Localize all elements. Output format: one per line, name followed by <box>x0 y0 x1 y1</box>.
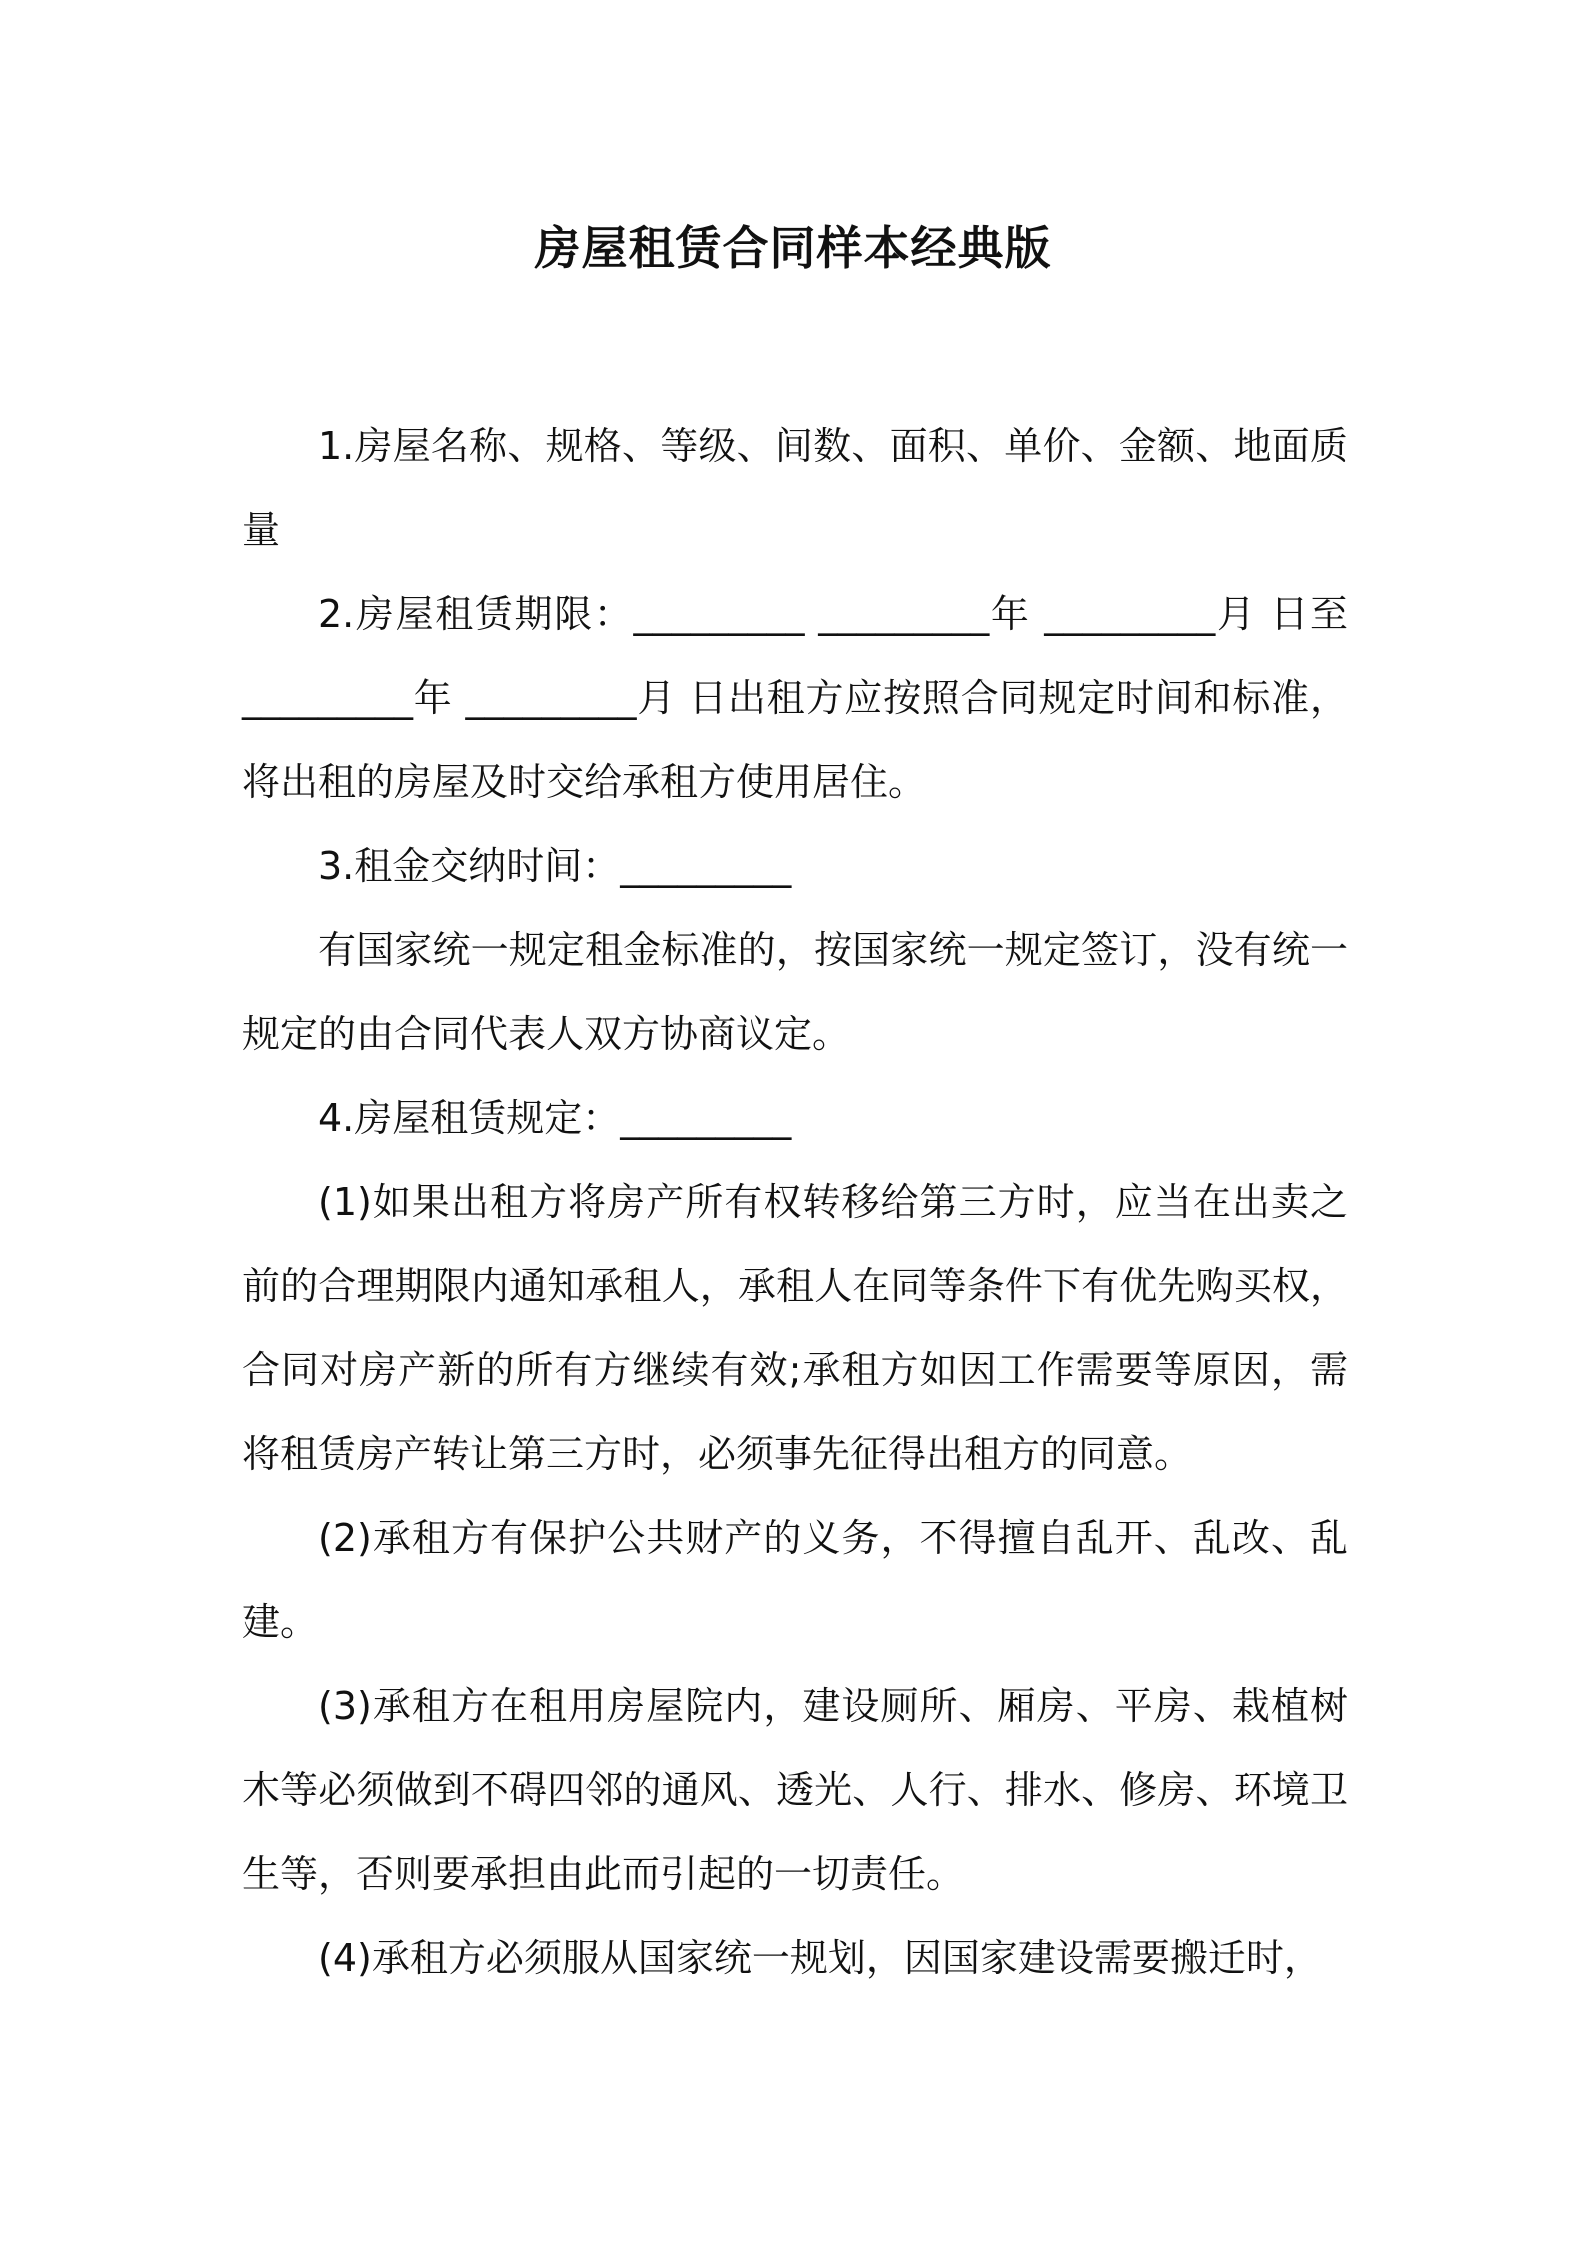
document-body <box>242 404 1348 2000</box>
paragraph-6: (1)如果出租方将房产所有权转移给第三方时，应当在出卖之前的合理期限内通知承租人，承租人在同等条件下有优先购买权，合同对房产新的所有方继续有效;承租方如因工作需要等原因，需将租赁房产转让第三方时，必须事先征得出租方的同意。 <box>242 1180 1348 1476</box>
paragraph-5: 4.房屋租赁规定：_________ <box>318 1096 792 1140</box>
document-title: 房屋租赁合同样本经典版 <box>534 221 1052 275</box>
paragraph-1: 1.房屋名称、规格、等级、间数、面积、单价、金额、地面质量 <box>242 424 1348 552</box>
paragraph-3: 3.租金交纳时间：_________ <box>318 844 792 888</box>
paragraph-9: (4)承租方必须服从国家统一规划，因国家建设需要搬迁时， <box>318 1936 1322 1980</box>
paragraph-2: 2.房屋租赁期限：_________ _________年 _________月 日至 _________年 _________月 日出租方应按照合同规定时间和标准，将出租的房屋及时交给承租方使用居住。 <box>242 592 1348 804</box>
paragraph-4: 有国家统一规定租金标准的，按国家统一规定签订，没有统一规定的由合同代表人双方协商议定。 <box>242 928 1348 1056</box>
paragraph-7: (2)承租方有保护公共财产的义务，不得擅自乱开、乱改、乱建。 <box>242 1516 1348 1644</box>
paragraph-8: (3)承租方在租用房屋院内，建设厕所、厢房、平房、栽植树木等必须做到不碍四邻的通风、透光、人行、排水、修房、环境卫生等，否则要承担由此而引起的一切责任。 <box>242 1684 1348 1896</box>
